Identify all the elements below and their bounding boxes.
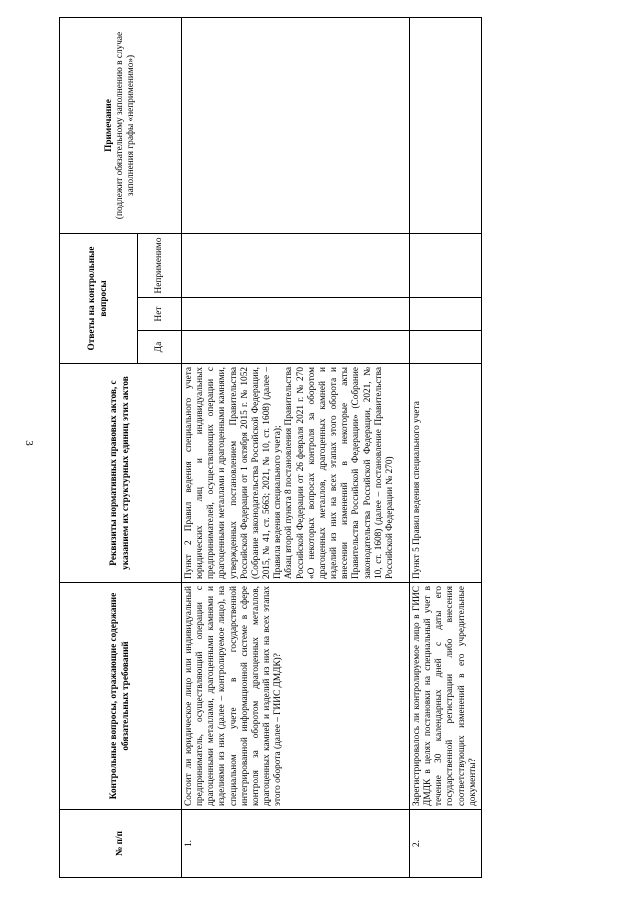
- answer-na-cell[interactable]: [410, 233, 482, 297]
- header-num: № п/п: [60, 810, 182, 878]
- requisite-item: Пункт 5 Правил ведения специального учета: [412, 401, 422, 579]
- answer-no-cell[interactable]: [182, 298, 410, 331]
- header-na: Неприменимо: [138, 233, 182, 297]
- row-number: 2.: [410, 810, 482, 878]
- row-number: 1.: [182, 810, 410, 878]
- row-requisites: [410, 364, 482, 583]
- requisite-item: Абзац второй пункта 8 постановления Правительства Российской Федерации от 26 февраля 2021 г. № 270 «О некоторых вопросах контроля за оборотом драгоценных металлов, драгоценных камней и изделий из них на всех этапах этого оборота и внесении изменений в некоторые акты Правительства Российской Федерации» (Собрание законодательства Российской Федерации, 2021, № 10, ст. 1608) (далее – постановление Правительства Российской Федерации № 270): [284, 366, 395, 579]
- answer-na-cell[interactable]: [182, 233, 410, 297]
- header-note-title: Примечание: [103, 99, 114, 152]
- row-question: Зарегистрировалось ли контролируемое лицо в ГИИС ДМДК в целях постановки на специальный учет в течение 30 календарных дней с даты его государственной регистрации либо внесения соответствующих изменений в его учредительные документы?: [410, 583, 482, 810]
- row-requisites: [182, 364, 410, 583]
- header-row: [60, 17, 138, 877]
- header-note-sub: (подлежит обязательному заполнению в случае заполнения графы «неприменимо»): [114, 31, 137, 220]
- note-cell[interactable]: [410, 17, 482, 233]
- answer-no-cell[interactable]: [410, 298, 482, 331]
- rotated-page: [59, 18, 509, 878]
- requisite-item: Пункт 2 Правил ведения специального учета юридических лиц и индивидуальных предпринимателей, осуществляющих операции с драгоценными металлами и драгоценными камнями, утвержденных постановлением Правительства Российской Федерации от 1 октября 2015 г. № 1052 (Собрание законодательства Российской Федерации, 2015, № 41, ст. 5663; 2021, № 10, ст. 1608) (далее – Правила ведения специального учета);: [184, 367, 284, 579]
- header-answers: Ответы на контрольные вопросы: [60, 233, 138, 363]
- table-row: [182, 17, 410, 877]
- table-row: [410, 17, 482, 877]
- note-cell[interactable]: [182, 17, 410, 233]
- row-question: Состоит ли юридическое лицо или индивидуальный предприниматель, осуществляющий операции с драгоценными металлами, драгоценными камнями и изделиями из них (далее – контролируемое лицо), на специальном учете в государственной интегрированной информационной системе в сфере контроля за оборотом драгоценных металлов, драгоценных камней и изделий из них на всех этапах этого оборота (далее – ГИИС ДМДК)?: [182, 583, 410, 810]
- header-requisites: Реквизиты нормативных правовых актов, с указанием их структурных единиц этих актов: [60, 364, 182, 583]
- answer-yes-cell[interactable]: [410, 331, 482, 364]
- page-number: 3: [22, 440, 35, 446]
- header-yes: Да: [138, 331, 182, 364]
- control-questions-table: [59, 17, 482, 878]
- header-question: Контрольные вопросы, отражающие содержание обязательных требований: [60, 583, 182, 810]
- answer-yes-cell[interactable]: [182, 331, 410, 364]
- header-no: Нет: [138, 298, 182, 331]
- header-note: [60, 17, 182, 233]
